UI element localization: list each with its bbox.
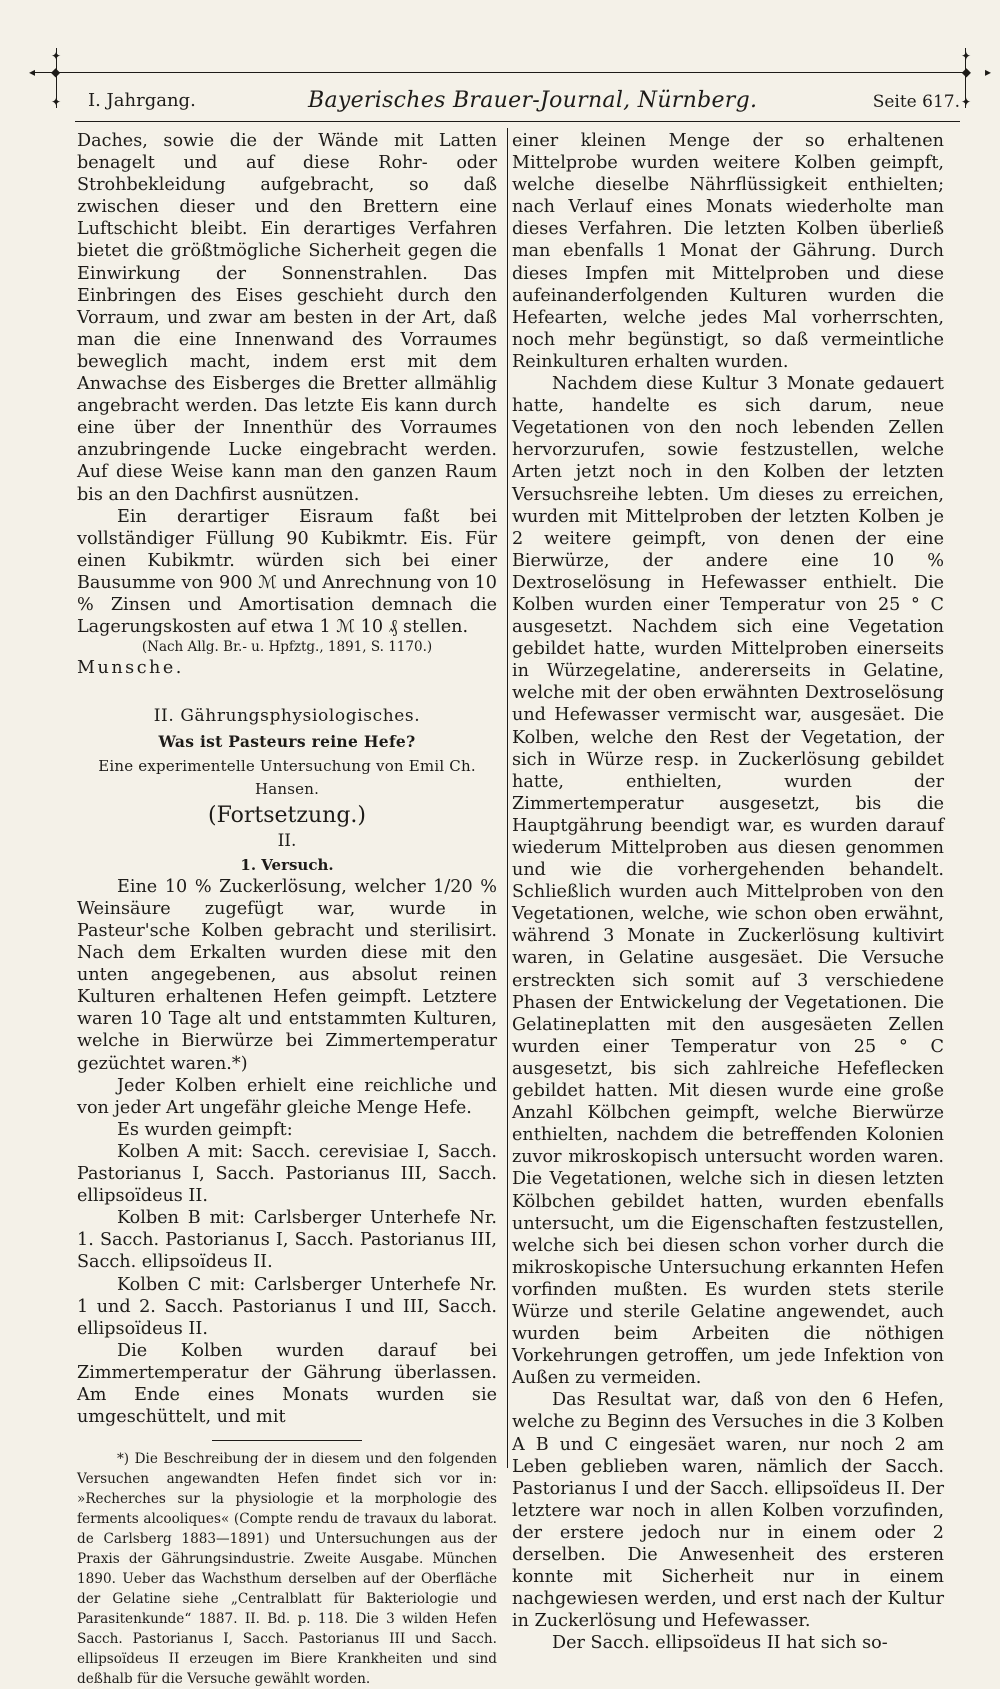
running-header — [88, 88, 960, 118]
paragraph: Kolben C mit: Carlsberger Unterhefe Nr. 1 und 2. Sacch. Pastorianus I und III, Sacch. ellipsoïdeus II. — [77, 1274, 497, 1339]
paragraph: Ein derartiger Eisraum faßt bei vollständiger Füllung 90 Kubikmtr. Eis. Für einen Kubikmtr. würden sich bei einer Bausumme von 900 ℳ und Anrechnung von 10 % Zinsen und Amortisation demnach die Lagerungskosten auf etwa 1 ℳ 10 ₰ stellen. — [77, 506, 497, 638]
paragraph: Kolben A mit: Sacch. cerevisiae I, Sacch. Pastorianus I, Sacch. Pastorianus III, Sacch. ellipsoïdeus II. — [77, 1141, 497, 1207]
source-citation: (Nach Allg. Br.- u. Hpfztg., 1891, S. 1170.) — [141, 639, 433, 656]
paragraph: einer kleinen Menge der so erhaltenen Mittelprobe wurden weitere Kolben geimpft, welche dieselbe Nährflüssigkeit enthielten; nach Verlauf eines Monats wiederholte man dieses Verfahren. Die letzten Kolben überließ man ebenfalls 1 Monat der Gährung. Durch dieses Impfen mit Mittelproben und diese aufeinanderfolgenden Kulturen wurden die Hefearten, welche jedes Mal vorherrschten, noch mehr begünstigt, so daß vermeintliche Reinkulturen erhalten wurden. — [512, 131, 944, 372]
top-rule — [35, 72, 965, 73]
paragraph: Es wurden geimpft: — [117, 1119, 293, 1140]
article-subtitle: Eine experimentelle Untersuchung von Emil Ch. Hansen. — [98, 757, 476, 798]
paragraph: Eine 10 % Zuckerlösung, welcher 1/20 % Weinsäure zugefügt war, wurde in Pasteur'sche Kolben gebracht und sterilisirt. Nach dem Erkalten wurden diese mit den unten angegebenen, aus absolut reinen Kulturen erhaltenen Hefen geimpft. Letztere waren 10 Tage alt und entstammten Kulturen, welche in Bierwürze bei Zimmertemperatur gezüchtet waren.*) — [77, 876, 497, 1074]
continuation-note: (Fortsetzung.) — [208, 802, 366, 828]
paragraph: Jeder Kolben erhielt eine reichliche und von jeder Art ungefähr gleiche Menge Hefe. — [77, 1075, 497, 1118]
ornament-icon: ▸ — [984, 65, 991, 79]
footnote: *) Die Beschreibung der in diesem und den folgenden Versuchen angewandten Hefen findet sich vor in: »Recherches sur la physiologie et la morphologie des ferments alcooliques« (Compte rendu de travaux du laborat. de Carlsberg 1883—1891) und Untersuchungen aus der Praxis der Gährungsindustrie. Zweite Ausgabe. München 1890. Ueber das Wachsthum derselben auf der Oberfläche der Gelatine siehe „Centralblatt für Bakteriologie und Parasitenkunde“ 1887. II. Bd. p. 118. Die 3 wilden Hefen Sacch. Pastorianus I, Sacch. Pastorianus III und Sacch. ellipsoïdeus II erzeugen im Biere Krankheiten und sind deßhalb für die Versuche gewählt worden. — [77, 1451, 497, 1688]
author-signature: Munsche. — [77, 658, 184, 679]
ornament-icon: ◂ — [29, 65, 36, 79]
paragraph: Die Kolben wurden darauf bei Zimmertemperatur der Gährung überlassen. Am Ende eines Monats wurden sie umgeschüttelt, und mit — [77, 1340, 497, 1428]
part-number: II. — [277, 830, 297, 851]
volume-label: I. Jahrgang. — [88, 90, 196, 111]
header-rule — [75, 121, 960, 122]
ornament-icon: ◆ — [961, 65, 971, 79]
paragraph: Kolben B mit: Carlsberger Unterhefe Nr. 1. Sacch. Pastorianus I, Sacch. Pastorianus III, Sacch. ellipsoïdeus II. — [77, 1208, 497, 1273]
ornament-icon: ◆ — [51, 65, 61, 79]
column-divider — [507, 128, 508, 1468]
paragraph: Der Sacch. ellipsoïdeus II hat sich so- — [552, 1633, 888, 1654]
page-number: Seite 617. — [872, 92, 960, 112]
ornament-icon: ✦ — [51, 49, 62, 63]
article-title: Was ist Pasteurs reine Hefe? — [158, 732, 416, 752]
journal-title: Bayerisches Brauer-Journal, Nürnberg. — [308, 88, 758, 113]
section-heading: II. Gährungsphysiologisches. — [153, 706, 421, 727]
ornament-icon: ✦ — [51, 95, 62, 109]
ornament-icon: ✦ — [960, 95, 971, 109]
footnote-rule — [212, 1440, 362, 1441]
right-column — [512, 130, 944, 1654]
paragraph: Das Resultat war, daß von den 6 Hefen, welche zu Beginn des Versuches in die 3 Kolben A B und C eingesäet waren, nur noch 2 am Leben geblieben waren, nämlich der Sacch. Pastorianus I und der Sacch. ellipsoïdeus II. Der letztere war noch in allen Kolben vorzufinden, der erstere jedoch nur in einem oder 2 derselben. Die Anwesenheit des ersteren konnte mit Sicherheit nur in einem nachgewiesen werden, und erst nach der Kultur in Zuckerlösung und Hefewasser. — [512, 1390, 944, 1632]
experiment-heading: 1. Versuch. — [240, 855, 334, 874]
left-column — [77, 130, 497, 1689]
paragraph: Nachdem diese Kultur 3 Monate gedauert hatte, handelte es sich darum, neue Vegetationen von den noch lebenden Zellen hervorzurufen, sowie festzustellen, welche Arten jetzt noch in den Kolben der letzten Versuchsreihe lebten. Um dieses zu erreichen, wurden mit Mittelproben der letzten Kolben je 2 weitere geimpft, von denen der eine Bierwürze, der andere eine 10 % Dextroselösung in Hefewasser enthielt. Die Kolben wurden einer Temperatur von 25 ° C ausgesetzt. Nachdem sich eine Vegetation gebildet hatte, wurden Mittelproben einerseits in Würzegelatine, andererseits in Gelatine, welche mit der oben erwähnten Dextroselösung und Hefewasser vermischt war, ausgesäet. Die Kolben, welche den Rest der Vegetation, der sich in Würze resp. in Zuckerlösung gebildet hatte, enthielten, wurden der Zimmertemperatur ausgesetzt, bis die Hauptgährung beendigt war, es wurden darauf wiederum Mittelproben aus diesen genommen und wie die vorhergehenden behandelt. Schließlich wurden auch Mittelproben von den Vegetationen, welche, wie schon oben erwähnt, während 3 Monate in Zuckerlösung kultivirt waren, in Gelatine ausgesäet. Die Versuche erstreckten sich somit auf 3 verschiedene Phasen der Entwickelung der Vegetationen. Die Gelatineplatten mit den ausgesäeten Zellen wurden einer Temperatur von 25 ° C ausgesetzt, bis sich zahlreiche Hefeflecken gebildet hatten. Mit diesen wurde eine große Anzahl Kölbchen geimpft, welche Bierwürze enthielten, nachdem die betreffenden Kolonien zuvor mikroskopisch untersucht worden waren. Die Vegetationen, welche sich in diesen letzten Kölbchen gebildet hatten, wurden ebenfalls untersucht, um die Eigenschaften festzustellen, welche sich bei diesen schon vorher durch die mikroskopische Untersuchung erkannten Hefen vorfinden mußten. Es wurden stets sterile Würze und sterile Gelatine angewendet, auch wurden beim Arbeiten die nöthigen Vorkehrungen getroffen, um jede Infektion von Außen zu vermeiden. — [512, 374, 944, 1389]
paragraph: Daches, sowie die der Wände mit Latten benagelt und auf diese Rohr- oder Strohbekleidung aufgebracht, so daß zwischen dieser und den Brettern eine Luftschicht bleibt. Ein derartiges Verfahren bietet die größtmögliche Sicherheit gegen die Einwirkung der Sonnenstrahlen. Das Einbringen des Eises geschieht durch den Vorraum, und zwar am besten in der Art, daß man die eine Innenwand des Vorraumes beweglich macht, indem erst mit dem Anwachse des Eisberges die Bretter allmählig angebracht werden. Das letzte Eis kann durch eine über der Innenthür des Vorraumes anzubringende Lucke eingebracht werden. Auf diese Weise kann man den ganzen Raum bis an den Dachfirst ausnützen. — [77, 131, 497, 505]
ornament-icon: ✦ — [960, 49, 971, 63]
